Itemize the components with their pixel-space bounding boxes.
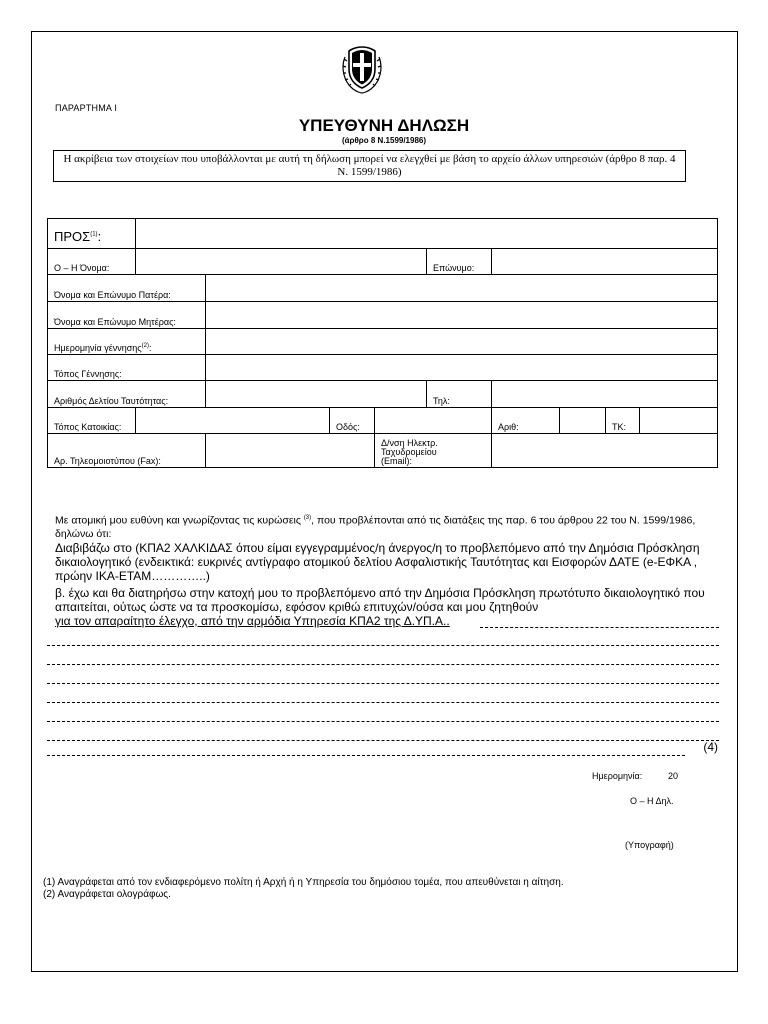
fax-label: Αρ. Τηλεομοιοτύπου (Fax):: [48, 434, 206, 468]
date-label: Ημερομηνία:: [592, 771, 643, 781]
email-label: Δ/νση Ηλεκτρ. Ταχυδρομείου (Email):: [375, 434, 492, 468]
phone-field[interactable]: [492, 381, 718, 408]
declarant-label: Ο – Η Δηλ.: [630, 796, 674, 806]
birth-date-field[interactable]: [206, 329, 718, 355]
father-name-label: Όνομα και Επώνυμο Πατέρα:: [48, 275, 206, 302]
dashed-line: [47, 740, 719, 741]
street-label: Οδός:: [330, 408, 375, 434]
residence-label: Τόπος Κατοικίας:: [48, 408, 136, 434]
document-subtitle: (άρθρο 8 Ν.1599/1986): [341, 136, 427, 145]
dashed-line: [47, 702, 719, 703]
id-number-field[interactable]: [206, 381, 427, 408]
email-field[interactable]: [492, 434, 718, 468]
to-field[interactable]: [136, 219, 718, 249]
mother-name-label: Όνομα και Επώνυμο Μητέρας:: [48, 302, 206, 329]
signature-label: (Υπογραφή): [625, 840, 674, 850]
footnote-1: (1) Αναγράφεται από τον ενδιαφερόμενο πολίτη ή Αρχή ή η Υπηρεσία του δημόσιου τομέα, που απευθύνεται η αίτηση.: [43, 877, 564, 888]
greek-coat-of-arms-icon: [337, 43, 387, 95]
dashed-line: [47, 755, 685, 756]
dashed-line: [480, 627, 719, 628]
birth-place-label: Τόπος Γέννησης:: [48, 355, 206, 381]
dashed-line: [47, 645, 719, 646]
footnote-2: (2) Αναγράφεται ολογράφως.: [43, 889, 171, 900]
declaration-paragraph-a: Διαβιβάζω στο (ΚΠΑ2 ΧΑΛΚΙΔΑΣ όπου είμαι εγγεγραμμένος/η άνεργος/η το προβλεπόμενο από την Δημόσια Πρόσκληση δικαιολογητικό (ενδεικτικά: ευκρινές αντίγραφο ατομικού δελτίου Ασφαλιστικής Ταυτότητας και Εισφορών ΔΑΤΕ (e-ΕΦΚΑ , πρώην ΙΚΑ-ΕΤΑΜ…………..): [55, 541, 700, 583]
to-label-cell: ΠΡΟΣ$^{(1)}$:: [48, 219, 136, 249]
birth-place-field[interactable]: [206, 355, 718, 381]
surname-label: Επώνυμο:: [427, 249, 492, 275]
postcode-label: ΤΚ:: [606, 408, 640, 434]
date-year[interactable]: 20: [668, 771, 679, 781]
footnote-4-mark: (4): [703, 740, 718, 754]
dashed-line: [47, 721, 719, 722]
document-title: ΥΠΕΥΘΥΝΗ ΔΗΛΩΣΗ: [298, 116, 470, 135]
mother-name-field[interactable]: [206, 302, 718, 329]
id-number-label: Αριθμός Δελτίου Ταυτότητας:: [48, 381, 206, 408]
dashed-line: [47, 664, 719, 665]
personal-details-form: [47, 218, 718, 468]
first-name-field[interactable]: [136, 249, 427, 275]
birth-date-label: Ημερομηνία γέννησης$^{(2)}$:: [48, 329, 206, 355]
postcode-field[interactable]: [640, 408, 718, 434]
surname-field[interactable]: [492, 249, 718, 275]
declaration-paragraph-b: β. έχω και θα διατηρήσω στην κατοχή μου το προβλεπόμενο από την Δημόσια Πρόσκληση πρωτότυπο δικαιολογητικό που απαιτείται, ούτως ώστε να τα προσκομίσω, εφόσον κριθώ επιτυχών/ούσα και μου ζητηθούν για τον απαραίτητο έλεγχο, από την αρμόδια Υπηρεσία ΚΠΑ2 της Δ.ΥΠ.Α..: [55, 586, 705, 628]
first-name-label: Ο – Η Όνομα:: [48, 249, 136, 275]
dashed-line: [47, 683, 719, 684]
phone-label: Τηλ:: [427, 381, 492, 408]
accuracy-notice: Η ακρίβεια των στοιχείων που υποβάλλονται με αυτή τη δήλωση μπορεί να ελεγχθεί με βάση το αρχείο άλλων υπηρεσιών (άρθρο 8 παρ. 4 Ν. 1599/1986): [53, 150, 686, 182]
fax-field[interactable]: [206, 434, 375, 468]
residence-field[interactable]: [136, 408, 330, 434]
number-label: Αριθ:: [492, 408, 560, 434]
father-name-field[interactable]: [206, 275, 718, 302]
declaration-intro: Με ατομική μου ευθύνη και γνωρίζοντας τις κυρώσεις $^{(3)}$, που προβλέπονται από τις διατάξεις της παρ. 6 του άρθρου 22 του Ν. 1599/1986, δηλώνω ότι:: [55, 514, 696, 540]
annex-label: ΠΑΡΑΡΤΗΜΑ Ι: [55, 103, 118, 113]
number-field[interactable]: [560, 408, 606, 434]
street-field[interactable]: [375, 408, 492, 434]
